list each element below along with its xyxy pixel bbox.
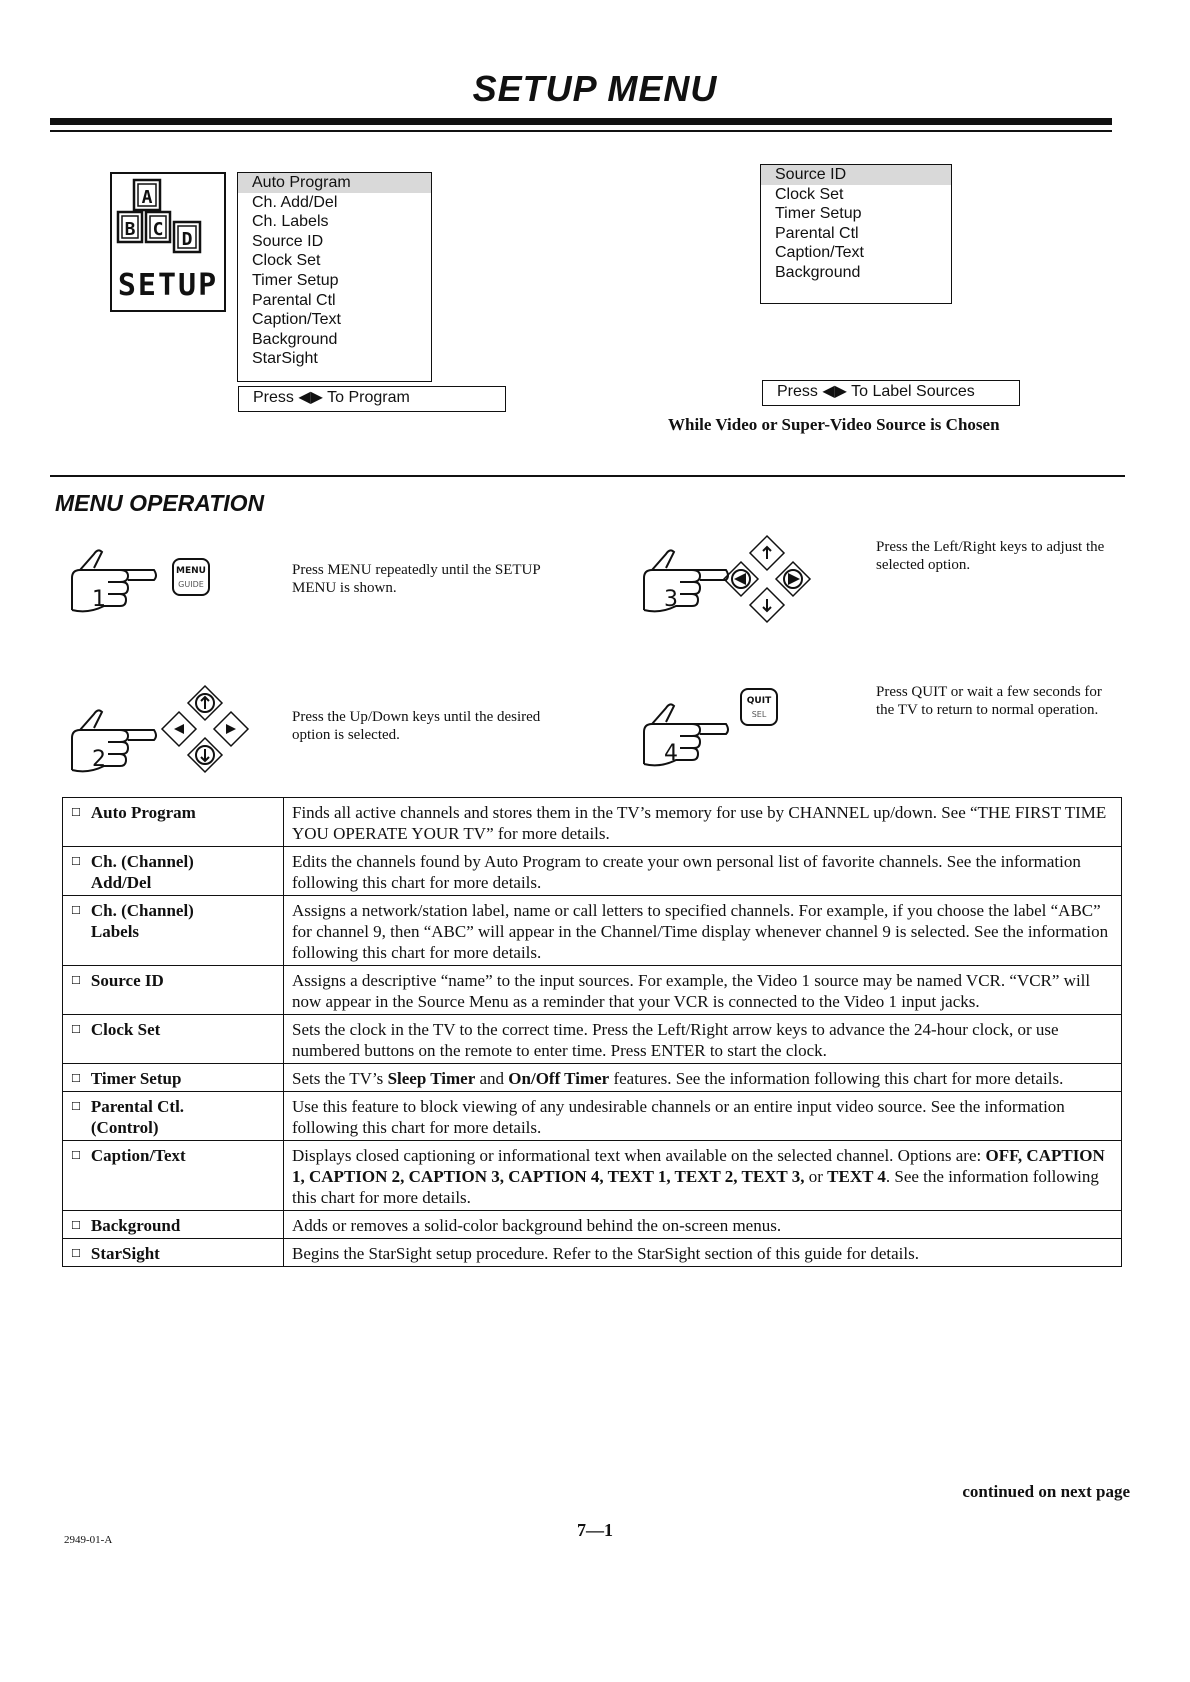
step-1-text: Press MENU repeatedly until the SETUP MENU is shown. bbox=[292, 562, 541, 596]
menu-item-caption-text[interactable]: Caption/Text bbox=[252, 311, 341, 329]
table-row bbox=[63, 1064, 1122, 1092]
menu-item-ch-add-del[interactable]: Ch. Add/Del bbox=[252, 193, 338, 211]
setup-options-table bbox=[62, 797, 1122, 1267]
video-source-caption: While Video or Super-Video Source is Chosen bbox=[668, 415, 1000, 434]
option-description: Sets the clock in the TV to the correct time. Press the Left/Right arrow keys to advance the 24-hour clock, or use numbered buttons on the remote to enter time. Press ENTER to start the clock. bbox=[284, 1015, 1122, 1064]
option-description: Adds or removes a solid-color background behind the on-screen menus. bbox=[284, 1211, 1122, 1239]
label-sources-prompt: Press ◀▶ To Label Sources bbox=[762, 380, 1020, 406]
page-title: SETUP MENU bbox=[472, 68, 718, 109]
option-description: Use this feature to block viewing of any undesirable channels or an entire input video source. See the information following this chart for more details. bbox=[284, 1092, 1122, 1141]
continued-note: continued on next page bbox=[962, 1482, 1130, 1501]
table-row bbox=[63, 1015, 1122, 1064]
table-row bbox=[63, 798, 1122, 847]
step-3-number: 3 bbox=[664, 587, 678, 612]
step-3-text: Press the Left/Right keys to adjust the selected option. bbox=[876, 539, 1105, 573]
checkbox-icon: ☐ bbox=[71, 1023, 81, 1036]
document-code: 2949-01-A bbox=[64, 1534, 113, 1546]
option-name: ☐ Clock Set bbox=[63, 1015, 284, 1064]
option-name: ☐ Parental Ctl. (Control) bbox=[63, 1092, 284, 1141]
checkbox-icon: ☐ bbox=[71, 1072, 81, 1085]
title-rule-thick bbox=[50, 118, 1112, 125]
option-name: ☐ Background bbox=[63, 1211, 284, 1239]
abcd-blocks-icon bbox=[112, 174, 224, 270]
menu-key-sublabel: GUIDE bbox=[178, 580, 204, 589]
up-down-arrow-keys-icon bbox=[160, 684, 250, 774]
logo-letter-c: C bbox=[152, 219, 164, 240]
step-3-hand-icon bbox=[636, 540, 732, 620]
menu-item-starsight[interactable]: StarSight bbox=[252, 350, 318, 368]
option-description: Begins the StarSight setup procedure. Refer to the StarSight section of this guide for details. bbox=[284, 1239, 1122, 1267]
menu-key-label: MENU bbox=[176, 566, 206, 576]
step-4-text: Press QUIT or wait a few seconds for the TV to return to normal operation. bbox=[876, 684, 1102, 718]
quit-key-icon bbox=[740, 688, 778, 726]
checkbox-icon: ☐ bbox=[71, 904, 81, 917]
section-title: MENU OPERATION bbox=[55, 490, 265, 516]
step-2-hand-icon bbox=[64, 700, 160, 780]
menu-item-source-id[interactable]: Source ID bbox=[252, 232, 324, 250]
option-description: Sets the TV’s Sleep Timer and On/Off Timer features. See the information following this chart for more details. bbox=[284, 1064, 1122, 1092]
table-row bbox=[63, 1141, 1122, 1211]
logo-letter-d: D bbox=[181, 229, 193, 250]
program-prompt: Press ◀▶ To Program bbox=[238, 386, 506, 412]
menu-item-parental-ctl[interactable]: Parental Ctl bbox=[252, 291, 336, 309]
checkbox-icon: ☐ bbox=[71, 1247, 81, 1260]
step-4-number: 4 bbox=[664, 741, 678, 766]
menu-item-source-id[interactable]: Source ID bbox=[761, 165, 951, 185]
checkbox-icon: ☐ bbox=[71, 1100, 81, 1113]
checkbox-icon: ☐ bbox=[71, 1219, 81, 1232]
menu-item-clock-set[interactable]: Clock Set bbox=[775, 185, 844, 203]
title-rule-thin bbox=[50, 130, 1112, 132]
table-row bbox=[63, 1211, 1122, 1239]
quit-key-sublabel: SEL bbox=[751, 710, 767, 719]
step-4-hand-icon bbox=[636, 694, 732, 774]
table-row bbox=[63, 1239, 1122, 1267]
menu-item-background[interactable]: Background bbox=[775, 263, 861, 281]
option-name: ☐ Auto Program bbox=[63, 798, 284, 847]
table-row bbox=[63, 1092, 1122, 1141]
table-row bbox=[63, 847, 1122, 896]
menu-key-icon bbox=[172, 558, 210, 596]
step-2-number: 2 bbox=[92, 747, 106, 772]
checkbox-icon: ☐ bbox=[71, 855, 81, 868]
setup-logo-label: SETUP bbox=[117, 268, 219, 303]
table-row bbox=[63, 966, 1122, 1015]
option-description: Edits the channels found by Auto Program to create your own personal list of favorite channels. See the information following this chart for more details. bbox=[284, 847, 1122, 896]
menu-item-caption-text[interactable]: Caption/Text bbox=[775, 244, 864, 262]
option-name: ☐ Timer Setup bbox=[63, 1064, 284, 1092]
option-description: Assigns a descriptive “name” to the input sources. For example, the Video 1 source may be named VCR. “VCR” will now appear in the Source Menu as a reminder that your VCR is connected to the Video 1 input jacks. bbox=[284, 966, 1122, 1015]
step-1-hand-icon bbox=[64, 540, 160, 620]
setup-logo bbox=[110, 172, 226, 312]
menu-item-clock-set[interactable]: Clock Set bbox=[252, 252, 321, 270]
checkbox-icon: ☐ bbox=[71, 974, 81, 987]
table-row bbox=[63, 896, 1122, 966]
checkbox-icon: ☐ bbox=[71, 806, 81, 819]
option-name: ☐ Source ID bbox=[63, 966, 284, 1015]
menu-item-parental-ctl[interactable]: Parental Ctl bbox=[775, 224, 859, 242]
option-name: ☐ Ch. (Channel) Labels bbox=[63, 896, 284, 966]
checkbox-icon: ☐ bbox=[71, 1149, 81, 1162]
left-right-arrow-keys-icon bbox=[722, 534, 812, 624]
page-number: 7—1 bbox=[577, 1520, 613, 1540]
option-description: Displays closed captioning or informational text when available on the selected channel. Options are: OFF, CAPTION 1, CAPTION 2, CAPTION 3, CAPTION 4, TEXT 1, TEXT 2, TEXT 3, or TEXT 4. See the information following this chart for more details. bbox=[284, 1141, 1122, 1211]
menu-item-timer-setup[interactable]: Timer Setup bbox=[252, 271, 339, 289]
option-description: Finds all active channels and stores them in the TV’s memory for use by CHANNEL up/down. See “THE FIRST TIME YOU OPERATE YOUR TV” for more details. bbox=[284, 798, 1122, 847]
option-name: ☐ Ch. (Channel) Add/Del bbox=[63, 847, 284, 896]
section-divider bbox=[50, 475, 1125, 477]
logo-letter-b: B bbox=[124, 219, 136, 240]
menu-item-timer-setup[interactable]: Timer Setup bbox=[775, 205, 862, 223]
menu-item-auto-program[interactable]: Auto Program bbox=[238, 173, 431, 193]
menu-item-ch-labels[interactable]: Ch. Labels bbox=[252, 213, 329, 231]
step-1-number: 1 bbox=[92, 587, 106, 612]
step-2-text: Press the Up/Down keys until the desired option is selected. bbox=[292, 709, 541, 743]
setup-menu-list bbox=[237, 172, 432, 382]
option-description: Assigns a network/station label, name or call letters to specified channels. For example, if you choose the label “ABC” for channel 9, then “ABC” will appear in the Channel/Time display whenever channel 9 is selected. See the information following this chart for more details. bbox=[284, 896, 1122, 966]
quit-key-label: QUIT bbox=[746, 696, 772, 706]
video-source-menu-list bbox=[760, 164, 952, 304]
logo-letter-a: A bbox=[141, 187, 153, 208]
option-name: ☐ Caption/Text bbox=[63, 1141, 284, 1211]
menu-item-background[interactable]: Background bbox=[252, 330, 338, 348]
option-name: ☐ StarSight bbox=[63, 1239, 284, 1267]
